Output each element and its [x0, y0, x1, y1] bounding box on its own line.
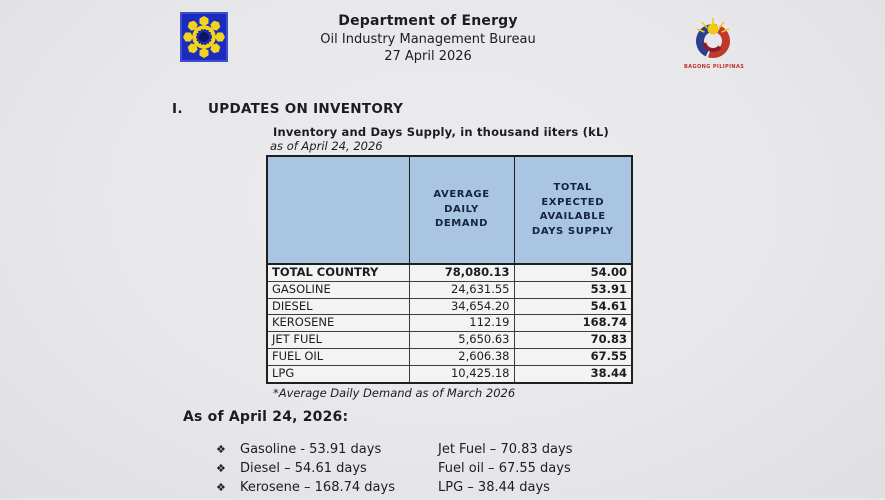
table-subtitle: as of April 24, 2026: [270, 139, 383, 153]
row-days: 54.00: [514, 264, 632, 281]
summary-right-item: LPG – 38.44 days: [438, 480, 550, 495]
row-label: DIESEL: [267, 298, 409, 315]
row-demand: 78,080.13: [409, 264, 514, 281]
summary-block: [183, 409, 663, 498]
list-item: [183, 480, 663, 500]
table-header-row: [267, 156, 632, 264]
summary-right-item: Jet Fuel – 70.83 days: [438, 442, 573, 457]
summary-right-item: Fuel oil – 67.55 days: [438, 461, 571, 476]
table-row: [267, 332, 632, 349]
org-title: Department of Energy: [338, 13, 518, 29]
bagong-pilipinas-icon: [688, 17, 738, 59]
row-label: FUEL OIL: [267, 348, 409, 365]
section-title: UPDATES ON INVENTORY: [208, 101, 404, 117]
row-days: 67.55: [514, 348, 632, 365]
header-date: 27 April 2026: [384, 49, 472, 64]
row-demand: 34,654.20: [409, 298, 514, 315]
document-header: [178, 13, 678, 64]
summary-left-item: Kerosene – 168.74 days: [240, 480, 395, 495]
list-item: [183, 461, 663, 481]
row-demand: 10,425.18: [409, 365, 514, 382]
row-days: 38.44: [514, 365, 632, 382]
table-row: [267, 348, 632, 365]
table-row: [267, 264, 632, 281]
section-heading: [172, 101, 403, 117]
bagong-pilipinas-caption: BAGONG PILIPINAS: [684, 64, 745, 70]
diamond-bullet-icon: ❖: [216, 443, 226, 456]
row-label: TOTAL COUNTRY: [267, 264, 409, 281]
row-label: LPG: [267, 365, 409, 382]
inventory-table-block: [266, 125, 632, 400]
header-demand-column: AVERAGE DAILY DEMAND: [409, 156, 514, 264]
row-label: JET FUEL: [267, 332, 409, 349]
row-days: 168.74: [514, 315, 632, 332]
inventory-table: [266, 155, 633, 384]
summary-heading: As of April 24, 2026:: [183, 409, 349, 425]
row-demand: 112.19: [409, 315, 514, 332]
bureau-title: Oil Industry Management Bureau: [320, 32, 536, 47]
row-label: KEROSENE: [267, 315, 409, 332]
section-numeral: I.: [172, 101, 183, 117]
row-days: 70.83: [514, 332, 632, 349]
row-days: 54.61: [514, 298, 632, 315]
diamond-bullet-icon: ❖: [216, 462, 226, 475]
bagong-pilipinas-logo: [684, 17, 745, 70]
row-demand: 5,650.63: [409, 332, 514, 349]
summary-left-item: Diesel – 54.61 days: [240, 461, 367, 476]
summary-left-item: Gasoline - 53.91 days: [240, 442, 382, 457]
header-product-column: [267, 156, 409, 264]
table-footnote: *Average Daily Demand as of March 2026: [273, 385, 516, 400]
row-label: GASOLINE: [267, 281, 409, 298]
table-row: [267, 281, 632, 298]
table-row: [267, 315, 632, 332]
row-demand: 2,606.38: [409, 348, 514, 365]
table-row: [267, 365, 632, 382]
header-days-supply-column: TOTAL EXPECTED AVAILABLE DAYS SUPPLY: [514, 156, 632, 264]
diamond-bullet-icon: ❖: [216, 481, 226, 494]
row-days: 53.91: [514, 281, 632, 298]
row-demand: 24,631.55: [409, 281, 514, 298]
list-item: [183, 442, 663, 462]
table-title: Inventory and Days Supply, in thousand iiters (kL): [273, 125, 609, 139]
table-row: [267, 298, 632, 315]
